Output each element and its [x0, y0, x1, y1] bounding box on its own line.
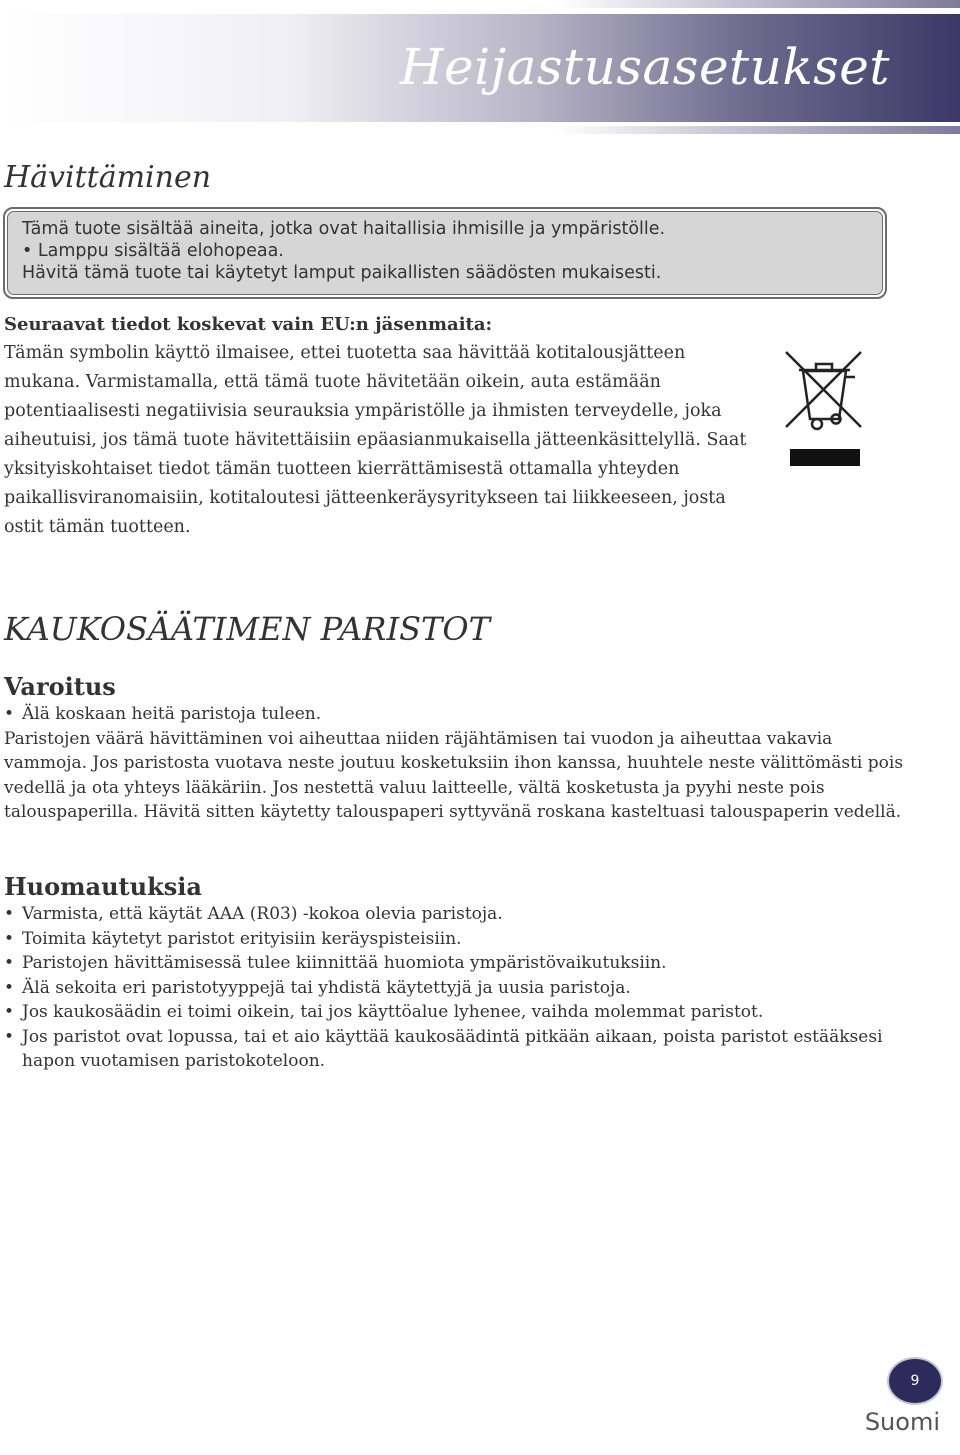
bullet-icon: •	[4, 904, 15, 924]
section-title-disposal: Hävittäminen	[4, 160, 212, 195]
page-number-badge: 9	[889, 1359, 941, 1403]
list-item-text: Jos paristot ovat lopussa, tai et aio käyttää kaukosäädintä pitkään aikaan, poista paristot estääksesi hapon vuotamisen paristokoteloon.	[22, 1026, 883, 1071]
list-item	[4, 976, 904, 1001]
list-item-text: Paristojen hävittämisessä tulee kiinnittää huomiota ympäristövaikutuksiin.	[22, 953, 667, 973]
header-top-stripe	[0, 0, 960, 8]
list-item-text: Jos kaukosäädin ei toimi oikein, tai jos käyttöalue lyhenee, vaihda molemmat paristot.	[22, 1002, 764, 1022]
eu-heading: Seuraavat tiedot koskevat vain EU:n jäsenmaita:	[4, 314, 493, 335]
list-item-text: Älä koskaan heitä paristoja tuleen.	[22, 704, 322, 724]
bullet-icon: •	[4, 953, 15, 973]
list-item-text: Toimita käytetyt paristot erityisiin keräyspisteisiin.	[22, 928, 462, 949]
warning-paragraph: Paristojen väärä hävittäminen voi aiheuttaa niiden räjähtämisen tai vuodon ja aiheuttaa vakavia vammoja. Jos paristosta vuotava neste joutuu kosketuksiin ihon kanssa, huuhtele neste välittömästi pois vedellä ja ota yhteys lääkäriin. Jos nestettä valuu laitteelle, vältä kosketusta ja pyyhi neste pois talouspaperilla. Hävitä sitten käytetty talouspaperi syttyvänä roskana kasteltuasi talouspaperin vedellä.	[4, 728, 904, 822]
list-item	[4, 902, 904, 927]
warning-line: • Lamppu sisältää elohopeaa.	[22, 241, 284, 261]
header-bottom-stripe	[0, 126, 960, 134]
eu-paragraph: Tämän symbolin käyttö ilmaisee, ettei tuotetta saa hävittää kotitalousjätteen mukana. Varmistamalla, että tämä tuote hävitetään oikein, auta estämään potentiaalisesti negatiivisia seurauksia ympäristölle ja ihmisten terveydelle, joka aiheutuisi, jos tämä tuote hävitettäisiin epäasianmukaisella jätteenkäsittelyllä. Saat yksityiskohtaiset tiedot tämän tuotteen kierrättämisestä ottamalla yhteyden paikallisviranomaisiin, kotitaloutesi jätteenkeräysyritykseen tai liikkeeseen, josta ostit tämän tuotteen.	[4, 343, 747, 537]
warning-box-content	[7, 211, 883, 295]
warning-line: Hävitä tämä tuote tai käytetyt lamput paikallisten säädösten mukaisesti.	[22, 263, 662, 283]
bullet-icon: •	[4, 1002, 15, 1022]
bullet-icon: •	[4, 1026, 15, 1047]
list-item	[4, 1000, 904, 1025]
bullet-icon: •	[4, 928, 15, 949]
notes-heading: Huomautuksia	[4, 872, 202, 901]
list-item-text: Varmista, että käytät AAA (R03) -kokoa olevia paristoja.	[22, 904, 503, 924]
bullet-icon: •	[4, 704, 15, 724]
page-title: Heijastusasetukset	[399, 38, 890, 96]
list-item	[4, 951, 904, 976]
language-label: Suomi	[864, 1408, 940, 1436]
list-item-text: Älä sekoita eri paristotyyppejä tai yhdistä käytettyjä ja uusia paristoja.	[22, 977, 631, 998]
notes-list	[4, 902, 904, 1074]
warning-line: Tämä tuote sisältää aineita, jotka ovat haitallisia ihmisille ja ympäristölle.	[22, 219, 666, 239]
list-item	[4, 702, 904, 727]
warning-heading: Varoitus	[4, 672, 116, 701]
eu-info-block	[4, 310, 764, 542]
section-title-batteries: KAUKOSÄÄTIMEN PARISTOT	[4, 610, 490, 648]
warning-content	[4, 702, 904, 825]
list-item	[4, 1025, 904, 1074]
warning-box	[3, 207, 887, 299]
weee-crossed-bin-icon	[783, 347, 863, 467]
list-item	[4, 927, 904, 952]
bullet-icon: •	[4, 977, 15, 998]
